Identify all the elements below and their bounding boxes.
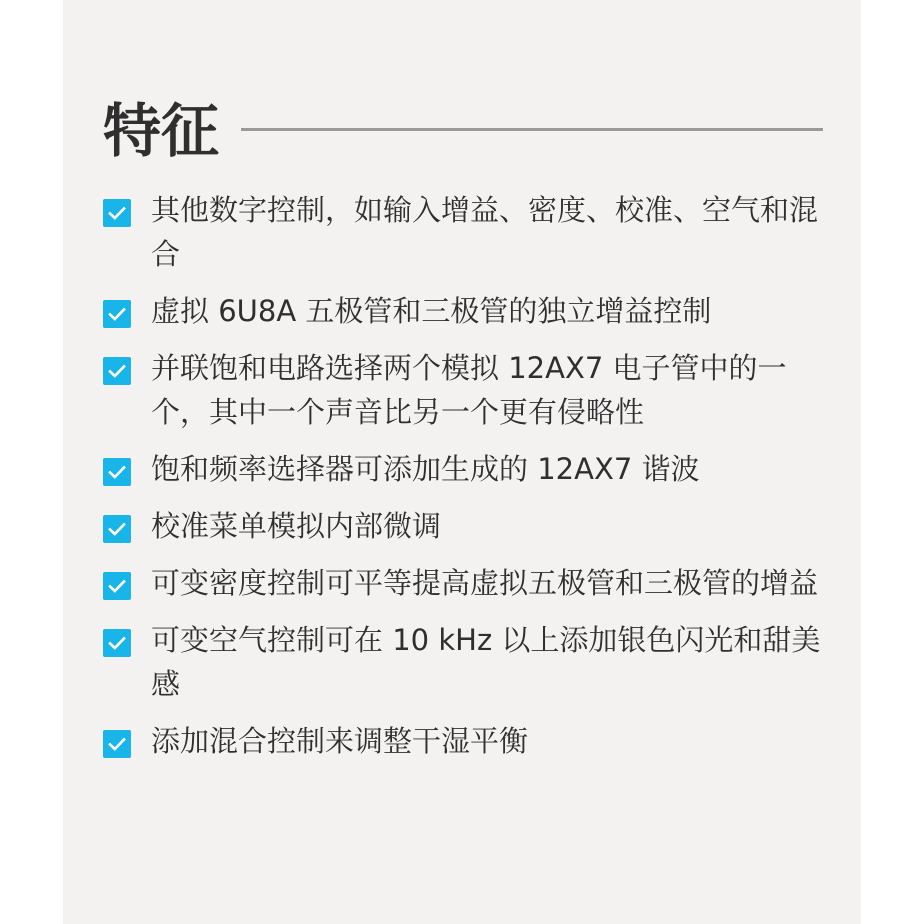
section-title: 特征 [103, 97, 220, 165]
feature-text: 可变密度控制可平等提高虚拟五极管和三极管的增益 [151, 566, 819, 600]
list-item [103, 351, 823, 434]
list-item [103, 294, 823, 333]
feature-text: 虚拟 6U8A 五极管和三极管的独立增益控制 [151, 294, 712, 328]
heading-divider [241, 128, 823, 131]
feature-text: 添加混合控制来调整干湿平衡 [151, 724, 529, 758]
feature-text: 校准菜单模拟内部微调 [151, 509, 442, 543]
feature-text: 可变空气控制可在 10 kHz 以上添加银色闪光和甜美感 [151, 623, 821, 701]
list-item [103, 724, 823, 763]
checkbox-checked-icon [103, 458, 131, 486]
checkbox-checked-icon [103, 300, 131, 328]
list-item [103, 509, 823, 548]
checkbox-checked-icon [103, 629, 131, 657]
checkbox-checked-icon [103, 515, 131, 543]
feature-text: 其他数字控制，如输入增益、密度、校准、空气和混合 [151, 193, 819, 271]
feature-text: 并联饱和电路选择两个模拟 12AX7 电子管中的一个，其中一个声音比另一个更有侵略性 [151, 351, 787, 429]
list-item [103, 566, 823, 605]
checkbox-checked-icon [103, 357, 131, 385]
list-item [103, 193, 823, 276]
checkbox-checked-icon [103, 572, 131, 600]
heading-row [103, 96, 823, 166]
list-item [103, 452, 823, 491]
feature-text: 饱和频率选择器可添加生成的 12AX7 谐波 [151, 452, 700, 486]
features-panel [63, 0, 861, 924]
feature-list [103, 193, 823, 784]
checkbox-checked-icon [103, 730, 131, 758]
list-item [103, 623, 823, 706]
checkbox-checked-icon [103, 199, 131, 227]
